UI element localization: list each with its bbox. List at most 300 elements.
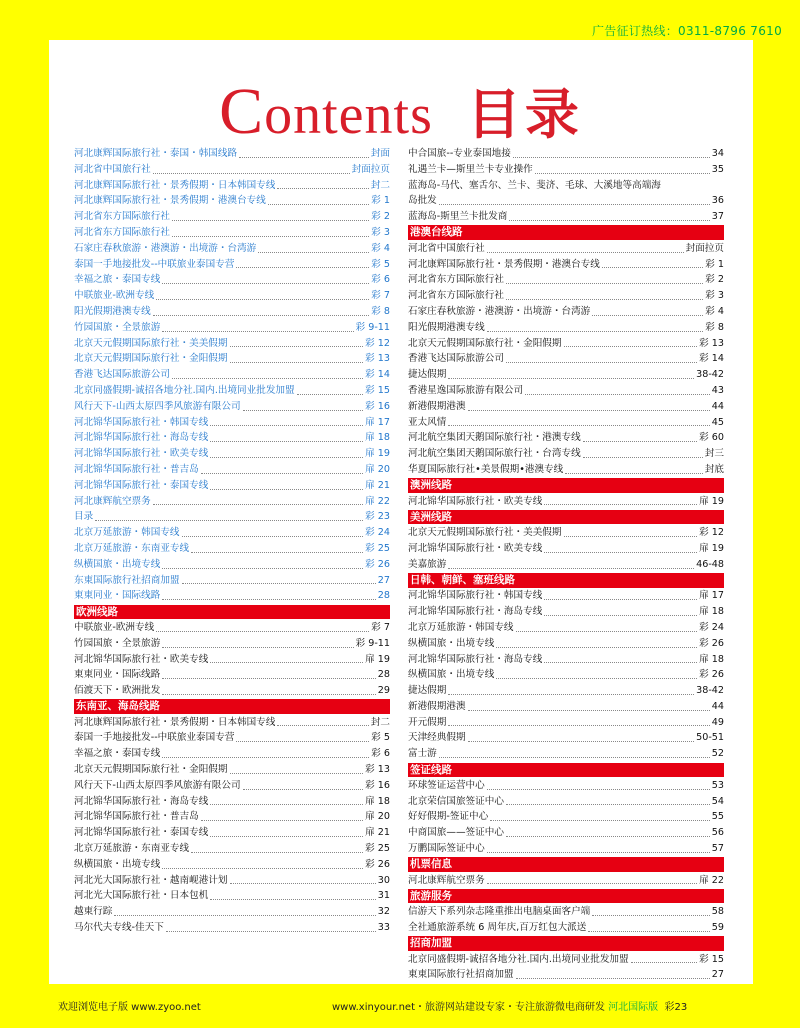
toc-entry-page: 扉 19 [699, 542, 724, 554]
toc-entry[interactable] [408, 383, 724, 399]
toc-entry[interactable] [74, 683, 390, 699]
toc-entry-page: 58 [711, 906, 724, 918]
toc-entry-title: 幸福之旅・泰国专线 [74, 274, 161, 286]
dot-leader [496, 647, 697, 648]
toc-entry-page: 彩 6 [371, 274, 390, 286]
toc-entry-title: 河北省中国旅行社 [408, 242, 485, 254]
toc-entry-title: 捷达假期 [408, 685, 447, 697]
toc-entry[interactable] [408, 588, 724, 604]
left-column [74, 146, 390, 936]
dot-leader [564, 346, 698, 347]
toc-entry[interactable] [408, 430, 724, 446]
entry-group [408, 952, 724, 984]
toc-entry-page: 彩 26 [699, 669, 724, 681]
dot-leader [631, 962, 698, 963]
toc-entry-page: 扉 19 [365, 653, 390, 665]
toc-entry[interactable] [408, 272, 724, 288]
toc-entry-title: 越東行踪 [74, 906, 113, 918]
dot-leader [468, 741, 695, 742]
toc-entry[interactable] [74, 825, 390, 841]
toc-entry-page: 55 [711, 811, 724, 823]
toc-entry-title: 東東同业・国际线路 [74, 669, 161, 681]
section-heading: 旅游服务 [408, 889, 724, 904]
toc-entry-title: 香港星逸国际旅游有限公司 [408, 384, 524, 396]
dot-leader [506, 804, 710, 805]
toc-entry[interactable] [408, 652, 724, 668]
toc-entry-title: 東東同业・国际线路 [74, 590, 161, 602]
toc-entry-title: 河北康辉国际旅行社・景秀假期・港澳台专线 [74, 195, 266, 207]
toc-entry[interactable] [408, 541, 724, 557]
toc-entry-page: 彩 26 [699, 637, 724, 649]
section-heading: 港澳台线路 [408, 225, 724, 240]
entry-group [74, 146, 390, 604]
toc-entry[interactable] [74, 857, 390, 873]
toc-entry-page: 彩 25 [365, 843, 390, 855]
dot-leader [236, 741, 369, 742]
dot-leader [544, 615, 697, 616]
toc-entry-title: 河北锦华国际旅行社・韩国专线 [408, 590, 543, 602]
dot-leader [172, 378, 363, 379]
toc-entry-title: 好好假期-签证中心 [408, 811, 489, 823]
dot-leader [153, 315, 370, 316]
toc-entry-title: 河北光大国际旅行社・日本包机 [74, 890, 209, 902]
dot-leader [243, 789, 364, 790]
entry-group [74, 715, 390, 936]
toc-entry-title: 河北康辉国际旅行社・景秀假期・日本韩国专线 [74, 179, 276, 191]
entry-group [408, 904, 724, 936]
toc-entry-page: 54 [711, 795, 724, 807]
dot-leader [210, 489, 363, 490]
toc-entry[interactable] [408, 415, 724, 431]
toc-entry[interactable] [74, 367, 390, 383]
toc-entry[interactable] [408, 446, 724, 462]
toc-entry-title: 北京同盛假期-诚招各地分社.国内.出境同业批发加盟 [408, 953, 629, 965]
toc-entry-page: 彩 3 [705, 290, 724, 302]
toc-entry[interactable] [408, 967, 724, 983]
dot-leader [201, 473, 363, 474]
footer-website[interactable]: 欢迎浏览电子版 www.zyoo.net [58, 1002, 201, 1013]
dot-leader [230, 362, 364, 363]
toc-entry-page: 27 [711, 969, 724, 981]
toc-entry[interactable] [74, 588, 390, 604]
toc-entry[interactable] [408, 699, 724, 715]
toc-entry-page: 扉 22 [365, 495, 390, 507]
toc-entry[interactable] [74, 509, 390, 525]
dot-leader [268, 204, 369, 205]
dot-leader [210, 662, 363, 663]
toc-entry-title: 河北锦华国际旅行社・泰国专线 [74, 827, 209, 839]
toc-entry-page: 彩 24 [699, 621, 724, 633]
toc-entry-title: 河北锦华国际旅行社・海岛专线 [408, 653, 543, 665]
toc-entry-title: 阳光假期港澳专线 [74, 305, 151, 317]
toc-entry[interactable] [74, 178, 390, 194]
toc-entry-title: 目录 [74, 511, 94, 523]
dot-leader [182, 536, 364, 537]
toc-entry-page: 29 [377, 685, 390, 697]
dot-leader [468, 410, 710, 411]
entry-group [408, 146, 724, 225]
dot-leader [448, 425, 709, 426]
dot-leader [544, 552, 697, 553]
toc-entry[interactable] [408, 920, 724, 936]
toc-entry-page: 扉 20 [365, 463, 390, 475]
dot-leader [448, 694, 694, 695]
toc-entry[interactable] [74, 304, 390, 320]
toc-entry-page: 59 [711, 922, 724, 934]
toc-entry[interactable] [408, 178, 724, 210]
dot-leader [230, 773, 364, 774]
toc-entry[interactable] [74, 399, 390, 415]
toc-entry-title: 中合国旅--专业泰国地接 [408, 148, 511, 159]
toc-entry[interactable] [408, 715, 724, 731]
toc-entry-page: 扉 18 [699, 653, 724, 665]
toc-entry[interactable] [408, 162, 724, 178]
toc-entry-page: 49 [711, 716, 724, 728]
toc-entry-title: 中商国旅——签证中心 [408, 827, 504, 839]
dot-leader [153, 173, 350, 174]
toc-entry[interactable] [74, 225, 390, 241]
dot-leader [448, 378, 694, 379]
toc-entry-title: 河北省中国旅行社 [74, 163, 151, 175]
dot-leader [114, 915, 375, 916]
dot-leader [153, 504, 363, 505]
toc-entry[interactable] [74, 478, 390, 494]
toc-entry[interactable] [74, 336, 390, 352]
toc-entry[interactable] [408, 952, 724, 968]
entry-group [408, 778, 724, 857]
toc-entry[interactable] [74, 557, 390, 573]
title-cn: 目录 [466, 83, 583, 146]
dot-leader [166, 931, 376, 932]
dot-leader [239, 157, 369, 158]
toc-entry[interactable] [408, 667, 724, 683]
toc-entry[interactable] [74, 320, 390, 336]
dot-leader [297, 394, 364, 395]
dot-leader [210, 899, 375, 900]
toc-entry-title: 竹园国旅・全景旅游 [74, 321, 161, 333]
toc-entry-page: 彩 4 [371, 242, 390, 254]
toc-entry[interactable] [408, 825, 724, 841]
toc-entry-title: 美嘉旅游 [408, 558, 447, 570]
dot-leader [156, 299, 369, 300]
toc-entry[interactable] [408, 620, 724, 636]
dot-leader [191, 852, 363, 853]
toc-entry-title: 亚太风情 [408, 416, 447, 428]
toc-entry-title: 河北锦华国际旅行社・海岛专线 [408, 606, 543, 618]
dot-leader [162, 647, 353, 648]
toc-entry[interactable] [74, 841, 390, 857]
toc-entry-title: 河北省东方国际旅行社 [74, 211, 170, 223]
toc-entry-page: 30 [377, 874, 390, 886]
toc-entry[interactable] [74, 778, 390, 794]
toc-entry[interactable] [408, 241, 724, 257]
toc-entry-page: 彩 3 [371, 226, 390, 238]
toc-entry[interactable] [74, 746, 390, 762]
toc-entry-page: 28 [377, 590, 390, 602]
toc-entry[interactable] [74, 383, 390, 399]
toc-entry[interactable] [74, 620, 390, 636]
toc-entry-page: 扉 21 [365, 827, 390, 839]
toc-entry[interactable] [408, 257, 724, 273]
toc-entry-page: 50-51 [696, 732, 724, 744]
toc-entry-page: 53 [711, 779, 724, 791]
toc-entry[interactable] [408, 525, 724, 541]
toc-entry-title: 蓝海岛-马代、塞舌尔、兰卡、斐济、毛球、大溪地等高端海 [408, 179, 661, 191]
toc-entry-page: 44 [711, 700, 724, 712]
toc-entry-page: 彩 2 [371, 211, 390, 223]
toc-entry-page: 彩 4 [705, 305, 724, 317]
toc-entry-page: 46-48 [696, 558, 724, 570]
toc-entry-page: 彩 8 [705, 321, 724, 333]
dot-leader [95, 520, 363, 521]
toc-entry[interactable] [74, 809, 390, 825]
footer-slogan [332, 998, 687, 1013]
toc-entry[interactable] [408, 809, 724, 825]
toc-entry-page: 52 [711, 748, 724, 760]
page-title [49, 72, 753, 148]
dot-leader [525, 394, 710, 395]
toc-entry[interactable] [408, 304, 724, 320]
toc-entry[interactable] [74, 446, 390, 462]
toc-entry-title: 北京万延旅游・韩国专线 [408, 621, 514, 633]
toc-entry[interactable] [74, 193, 390, 209]
toc-entry-title: 万鹏国际签证中心 [408, 843, 485, 855]
toc-entry[interactable] [408, 336, 724, 352]
toc-entry[interactable] [408, 778, 724, 794]
dot-leader [592, 915, 710, 916]
toc-entry-page: 57 [711, 843, 724, 855]
toc-entry[interactable] [408, 288, 724, 304]
toc-entry[interactable] [408, 462, 724, 478]
dot-leader [201, 820, 363, 821]
dot-leader [236, 267, 369, 268]
toc-entry-title: 中联旅业-欧洲专线 [74, 621, 155, 633]
toc-entry-page: 封底 [704, 463, 724, 475]
toc-entry-title: 北京荣信国旅签证中心 [408, 795, 504, 807]
toc-entry[interactable] [74, 541, 390, 557]
toc-entry[interactable] [408, 209, 724, 225]
toc-entry[interactable] [74, 636, 390, 652]
toc-entry-title: 河北锦华国际旅行社・海岛专线 [74, 432, 209, 444]
toc-entry-title: 河北省东方国际旅行社 [408, 290, 504, 302]
toc-entry[interactable] [74, 351, 390, 367]
toc-entry-page: 彩 13 [699, 337, 724, 349]
toc-entry-page: 32 [377, 906, 390, 918]
dot-leader [182, 583, 376, 584]
toc-entry-page: 扉 19 [699, 495, 724, 507]
dot-leader [564, 536, 698, 537]
toc-entry[interactable] [74, 241, 390, 257]
dot-leader [602, 267, 703, 268]
toc-entry-page: 彩 12 [699, 527, 724, 539]
toc-entry[interactable] [74, 257, 390, 273]
toc-entry[interactable] [74, 715, 390, 731]
toc-entry-page: 扉 18 [365, 432, 390, 444]
toc-entry-title: 北京天元假期国际旅行社・金阳假期 [74, 353, 228, 365]
toc-entry-title: 河北康辉国际旅行社・泰国・韩国线路 [74, 148, 238, 159]
toc-entry-title-cont: 岛批发 [408, 195, 437, 207]
toc-entry-page: 彩 1 [705, 258, 724, 270]
toc-entry[interactable] [74, 209, 390, 225]
toc-entry[interactable] [74, 430, 390, 446]
toc-entry-title: 天津经典假期 [408, 732, 466, 744]
toc-entry[interactable] [408, 873, 724, 889]
toc-entry-page: 彩 12 [365, 337, 390, 349]
toc-entry[interactable] [74, 667, 390, 683]
dot-leader [487, 852, 710, 853]
toc-entry-page: 彩 1 [371, 195, 390, 207]
toc-entry-page: 彩 14 [365, 369, 390, 381]
toc-entry[interactable] [74, 904, 390, 920]
toc-entry-title: 河北康辉航空票务 [74, 495, 151, 507]
toc-entry[interactable] [74, 162, 390, 178]
toc-entry-page: 彩 25 [365, 542, 390, 554]
title-en: Contents [219, 75, 433, 148]
toc-entry[interactable] [408, 794, 724, 810]
section-heading: 澳洲线路 [408, 478, 724, 493]
toc-entry[interactable] [74, 573, 390, 589]
toc-entry[interactable] [74, 730, 390, 746]
toc-entry[interactable] [408, 683, 724, 699]
toc-entry-title: 蓝海岛-斯里兰卡批发商 [408, 211, 508, 223]
toc-entry-page: 38-42 [696, 685, 724, 697]
toc-entry[interactable] [408, 557, 724, 573]
right-column [408, 146, 724, 983]
dot-leader [496, 678, 697, 679]
toc-entry-page: 彩 23 [365, 511, 390, 523]
toc-entry-title: 风行天下-山西太原四季风旅游有限公司 [74, 779, 241, 791]
dot-leader [162, 331, 353, 332]
contents-panel [49, 40, 753, 984]
toc-entry[interactable] [408, 351, 724, 367]
toc-entry-page: 彩 7 [371, 290, 390, 302]
toc-entry[interactable] [408, 604, 724, 620]
dot-leader [487, 883, 697, 884]
dot-leader [506, 836, 710, 837]
toc-entry-title: 河北省东方国际旅行社 [74, 226, 170, 238]
toc-entry-title: 东東国际旅行社招商加盟 [74, 574, 180, 586]
toc-entry[interactable] [74, 288, 390, 304]
section-heading: 美洲线路 [408, 510, 724, 525]
toc-entry[interactable] [74, 888, 390, 904]
dot-leader [565, 473, 703, 474]
toc-entry-page: 扉 21 [365, 479, 390, 491]
dot-leader [230, 883, 376, 884]
toc-entry[interactable] [74, 920, 390, 936]
dot-leader [258, 252, 369, 253]
toc-entry[interactable] [74, 762, 390, 778]
toc-entry[interactable] [408, 494, 724, 510]
toc-entry[interactable] [74, 272, 390, 288]
footer-edition: 河北国际版 [608, 1002, 659, 1013]
toc-entry-page: 封面拉页 [685, 242, 724, 254]
toc-entry[interactable] [408, 746, 724, 762]
dot-leader [172, 220, 369, 221]
toc-entry-title: 环球签证运营中心 [408, 779, 485, 791]
toc-entry[interactable] [408, 146, 724, 162]
toc-entry-page: 彩 26 [365, 858, 390, 870]
toc-entry-page: 彩 5 [371, 258, 390, 270]
toc-entry-page: 34 [711, 148, 724, 159]
dot-leader [439, 204, 710, 205]
dot-leader [487, 331, 704, 332]
entry-group [408, 494, 724, 510]
ad-hotline: 广告征订热线：0311-8796 7610 [591, 24, 782, 38]
toc-entry[interactable] [74, 873, 390, 889]
toc-entry-page: 37 [711, 211, 724, 223]
toc-entry-page: 封面拉页 [351, 163, 390, 175]
toc-entry-page: 彩 24 [365, 527, 390, 539]
toc-entry-page: 彩 16 [365, 400, 390, 412]
toc-entry-title: 河北锦华国际旅行社・欧美专线 [74, 653, 209, 665]
dot-leader [448, 568, 694, 569]
toc-entry-title: 河北康辉航空票务 [408, 874, 485, 886]
toc-entry[interactable] [408, 399, 724, 415]
dot-leader [583, 441, 697, 442]
toc-entry-title: 信游天下系列杂志隆重推出电脑桌面客户端 [408, 906, 591, 918]
toc-entry[interactable] [408, 636, 724, 652]
toc-entry[interactable] [74, 794, 390, 810]
toc-entry-title: 石家庄春秋旅游・港澳游・出境游・台湾游 [74, 242, 257, 254]
toc-entry[interactable] [408, 841, 724, 857]
toc-entry-page: 扉 18 [365, 795, 390, 807]
toc-entry-title: 纵横国旅・出境专线 [408, 637, 495, 649]
toc-entry[interactable] [408, 367, 724, 383]
toc-entry-title: 捷达假期 [408, 369, 447, 381]
dot-leader [162, 868, 363, 869]
toc-entry-title: 河北康辉国际旅行社・景秀假期・港澳台专线 [408, 258, 600, 270]
dot-leader [448, 725, 709, 726]
toc-entry[interactable] [408, 904, 724, 920]
dot-leader [162, 694, 375, 695]
toc-entry[interactable] [74, 146, 390, 162]
footer [0, 990, 800, 1028]
toc-entry[interactable] [408, 730, 724, 746]
toc-entry-title: 河北航空集团天鹅国际旅行社・港澳专线 [408, 432, 581, 444]
footer-slogan-text: www.xinyour.net・旅游网站建设专家・专注旅游微电商研发 [332, 1002, 605, 1013]
toc-entry-title: 华夏国际旅行社•美景假期•港澳专线 [408, 463, 564, 475]
dot-leader [544, 662, 697, 663]
toc-entry[interactable] [74, 494, 390, 510]
toc-entry-title: 全社通旅游系统 6 周年庆,百万红包大派送 [408, 922, 587, 934]
toc-entry-title: 北京天元假期国际旅行社・金阳假期 [74, 764, 228, 776]
footer-page-number: 彩23 [664, 1002, 688, 1013]
toc-entry[interactable] [408, 320, 724, 336]
dot-leader [162, 568, 363, 569]
toc-entry-page: 扉 19 [365, 448, 390, 460]
toc-entry-page: 彩 13 [365, 764, 390, 776]
toc-entry-title: 河北锦华国际旅行社・韩国专线 [74, 416, 209, 428]
dot-leader [544, 504, 697, 505]
toc-entry-title: 北京万延旅游・东南亚专线 [74, 843, 190, 855]
toc-entry[interactable] [74, 462, 390, 478]
toc-entry-title: 河北锦华国际旅行社・泰国专线 [74, 479, 209, 491]
toc-entry[interactable] [74, 652, 390, 668]
toc-entry-title: 河北锦华国际旅行社・普吉岛 [74, 811, 199, 823]
entry-group [408, 525, 724, 572]
toc-entry[interactable] [74, 415, 390, 431]
entry-group [408, 241, 724, 478]
dot-leader [535, 173, 710, 174]
dot-leader [172, 236, 369, 237]
toc-entry-page: 封面 [370, 148, 390, 159]
section-heading: 招商加盟 [408, 936, 724, 951]
toc-entry-page: 彩 15 [365, 384, 390, 396]
dot-leader [162, 678, 375, 679]
toc-entry[interactable] [74, 525, 390, 541]
toc-entry-title: 北京同盛假期-诚招各地分社.国内.出境同业批发加盟 [74, 384, 295, 396]
toc-entry-title: 富士游 [408, 748, 437, 760]
